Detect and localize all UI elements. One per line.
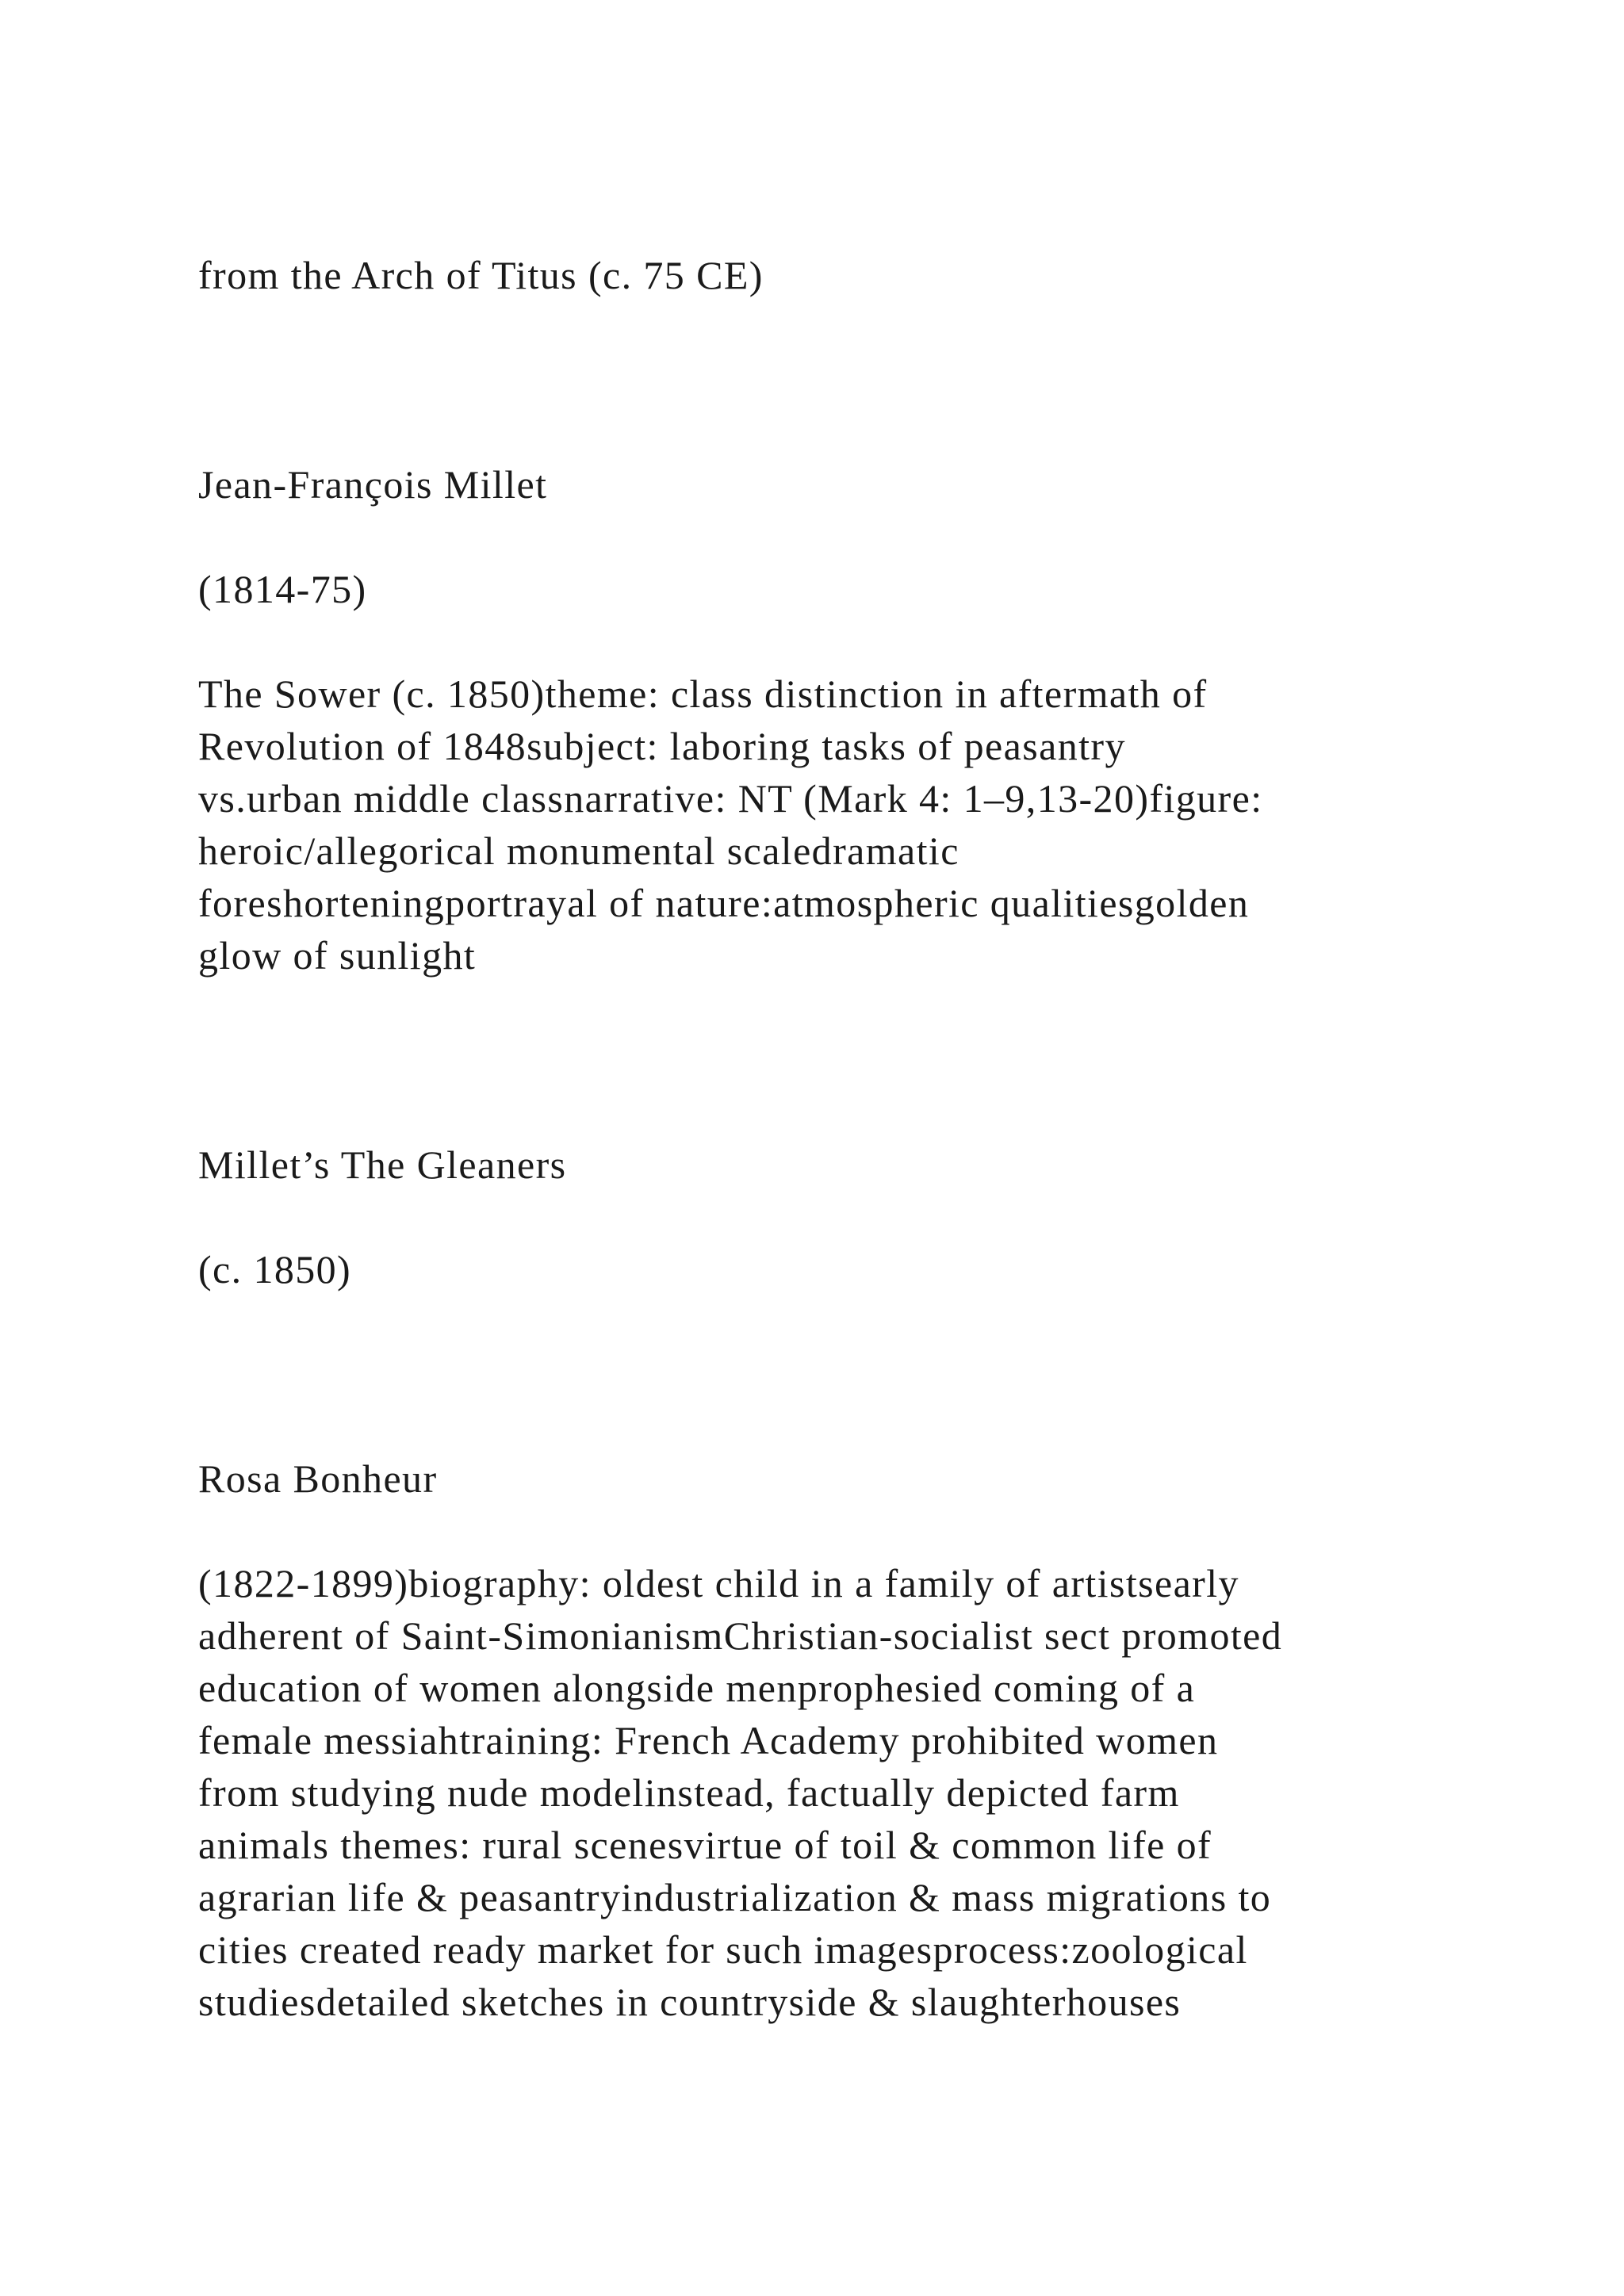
bonheur-line: animals themes: rural scenesvirtue of toil & common life of [198, 1823, 1212, 1867]
sower-line: foreshorteningportrayal of nature:atmospheric qualitiesgolden [198, 881, 1250, 925]
sower-line: glow of sunlight [198, 933, 477, 978]
sower-line: Revolution of 1848subject: laboring tasks of peasantry [198, 724, 1126, 768]
sower-line: heroic/allegorical monumental scaledramatic [198, 828, 959, 873]
gleaners-date: (c. 1850) [198, 1247, 352, 1292]
sower-line: The Sower (c. 1850)theme: class distinction in aftermath of [198, 672, 1208, 716]
bonheur-line: female messiahtraining: French Academy prohibited women [198, 1718, 1219, 1762]
bonheur-line: cities created ready market for such imagesprocess:zoological [198, 1927, 1248, 1972]
gleaners-title: Millet’s The Gleaners [198, 1142, 567, 1187]
millet-name: Jean-François Millet [198, 462, 548, 507]
bonheur-name: Rosa Bonheur [198, 1456, 438, 1501]
sower-line: vs.urban middle classnarrative: NT (Mark 4: 1–9,13-20)figure: [198, 776, 1263, 821]
sower-paragraph [198, 668, 1262, 982]
bonheur-line: (1822-1899)biography: oldest child in a family of artistsearly [198, 1561, 1239, 1605]
arch-caption: from the Arch of Titus (c. 75 CE) [198, 253, 764, 297]
millet-dates: (1814-75) [198, 567, 367, 611]
bonheur-line: education of women alongside menprophesied coming of a [198, 1666, 1196, 1710]
bonheur-line: studiesdetailed sketches in countryside & slaughterhouses [198, 1980, 1182, 2024]
bonheur-paragraph [198, 1557, 1282, 2028]
bonheur-line: adherent of Saint-SimonianismChristian-socialist sect promoted [198, 1613, 1283, 1658]
bonheur-line: agrarian life & peasantryindustrialization & mass migrations to [198, 1875, 1272, 1919]
bonheur-line: from studying nude modelinstead, factually depicted farm [198, 1770, 1180, 1815]
